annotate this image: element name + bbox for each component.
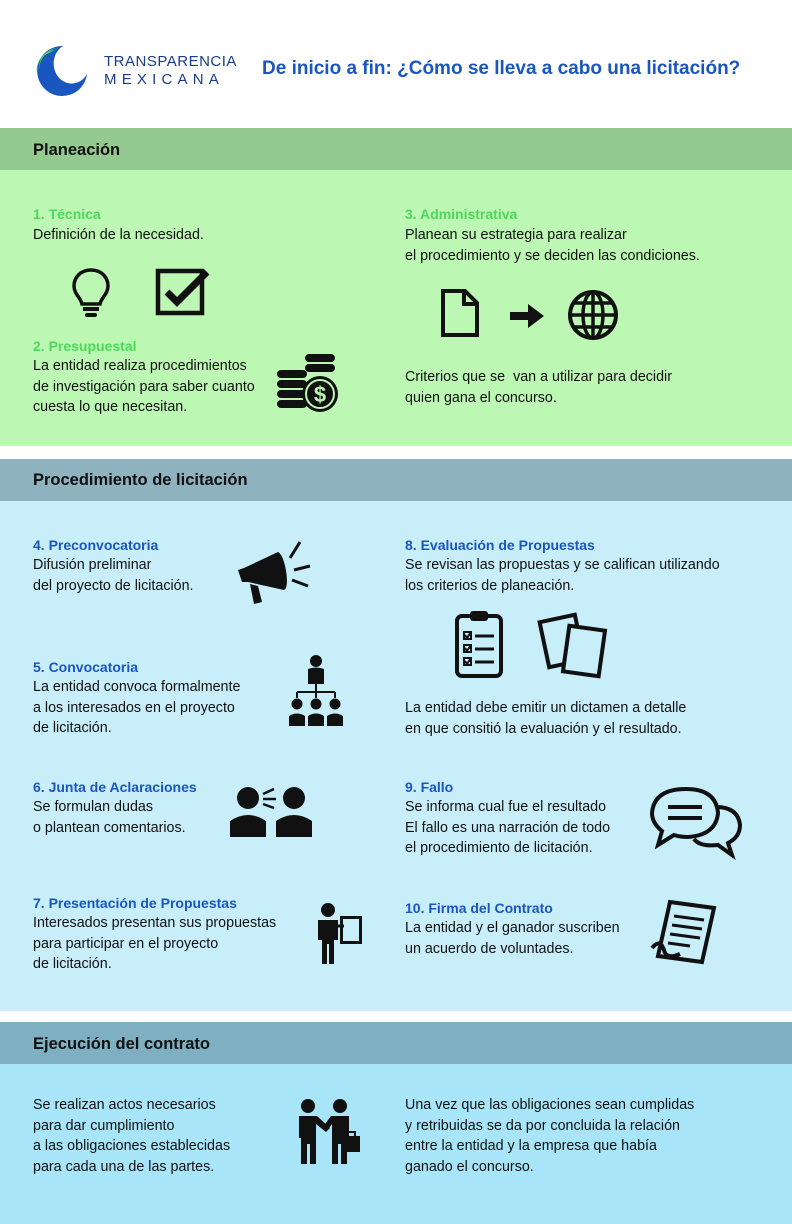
presentacion-heading: 7. Presentación de Propuestas	[33, 895, 237, 911]
tecnica-heading: 1. Técnica	[33, 206, 101, 222]
planeacion-title: Planeación	[33, 141, 121, 159]
junta-heading: 6. Junta de Aclaraciones	[33, 779, 197, 795]
ejecucion-right-text: Una vez que las obligaciones sean cumplidas y retribuidas se da por concluida la relación entre la entidad y la empresa que había ganado el concurso.	[405, 1097, 695, 1175]
administrativa-text: Planean su estrategia para realizar el procedimiento y se deciden las condiciones.	[405, 227, 700, 264]
tecnica-text: Definición de la necesidad.	[33, 227, 204, 243]
speech-bubbles-icon	[650, 785, 744, 859]
junta-text: Se formulan dudas o plantean comentarios.	[33, 799, 186, 836]
document-icon	[440, 288, 480, 338]
ejecucion-title: Ejecución del contrato	[33, 1035, 210, 1053]
transparencia-logo-icon	[33, 44, 91, 98]
svg-text:$: $	[313, 382, 327, 407]
page-title: De inicio a fin: ¿Cómo se lleva a cabo una licitación?	[262, 58, 741, 79]
planeacion-header	[0, 128, 792, 170]
firma-text: La entidad y el ganador suscriben un acuerdo de voluntades.	[405, 920, 620, 957]
presupuestal-text: La entidad realiza procedimientos de investigación para saber cuanto cuesta lo que necesitan.	[33, 358, 255, 415]
convocatoria-heading: 5. Convocatoria	[33, 659, 139, 675]
lightbulb-icon	[70, 266, 112, 318]
handshake-icon	[296, 1098, 362, 1166]
preconvocatoria-text: Difusión preliminar del proyecto de licitación.	[33, 557, 194, 594]
arrow-right-icon	[508, 302, 548, 330]
preconvocatoria-heading: 4. Preconvocatoria	[33, 537, 159, 553]
presupuestal-heading: 2. Presupuestal	[33, 338, 137, 354]
ejecucion-header	[0, 1022, 792, 1064]
contract-signing-icon	[650, 898, 718, 966]
dictamen-text: La entidad debe emitir un dictamen a detalle en que consitió la evaluación y el resultado.	[405, 700, 687, 737]
logo-name-line2: MEXICANA	[104, 71, 224, 88]
criterios-text: Criterios que se van a utilizar para decidir quien gana el concurso.	[405, 369, 672, 406]
ejecucion-left-text: Se realizan actos necesarios para dar cumplimiento a las obligaciones establecidas para cada una de las partes.	[33, 1097, 231, 1175]
fallo-text: Se informa cual fue el resultado El fallo es una narración de todo el procedimiento de licitación.	[405, 799, 611, 856]
licitacion-title: Procedimiento de licitación	[33, 471, 248, 489]
people-talking-icon	[230, 785, 312, 837]
organization-icon	[288, 654, 344, 728]
evaluacion-text: Se revisan las propuestas y se califican utilizando los criterios de planeación.	[405, 557, 720, 594]
licitacion-header	[0, 459, 792, 501]
globe-icon	[566, 288, 620, 342]
fallo-heading: 9. Fallo	[405, 779, 454, 795]
megaphone-icon	[234, 540, 314, 606]
papers-icon	[540, 612, 610, 678]
presentacion-text: Interesados presentan sus propuestas para participar en el proyecto de licitación.	[33, 915, 277, 972]
logo-name-line1: TRANSPARENCIA	[104, 53, 237, 70]
money-icon	[275, 352, 341, 416]
presenter-icon	[316, 902, 364, 964]
firma-heading: 10. Firma del Contrato	[405, 900, 553, 916]
checkbox-icon	[155, 266, 211, 316]
clipboard-checklist-icon	[455, 610, 503, 678]
convocatoria-text: La entidad convoca formalmente a los interesados en el proyecto de licitación.	[33, 679, 241, 736]
administrativa-heading: 3. Administrativa	[405, 206, 518, 222]
evaluacion-heading: 8. Evaluación de Propuestas	[405, 537, 595, 553]
